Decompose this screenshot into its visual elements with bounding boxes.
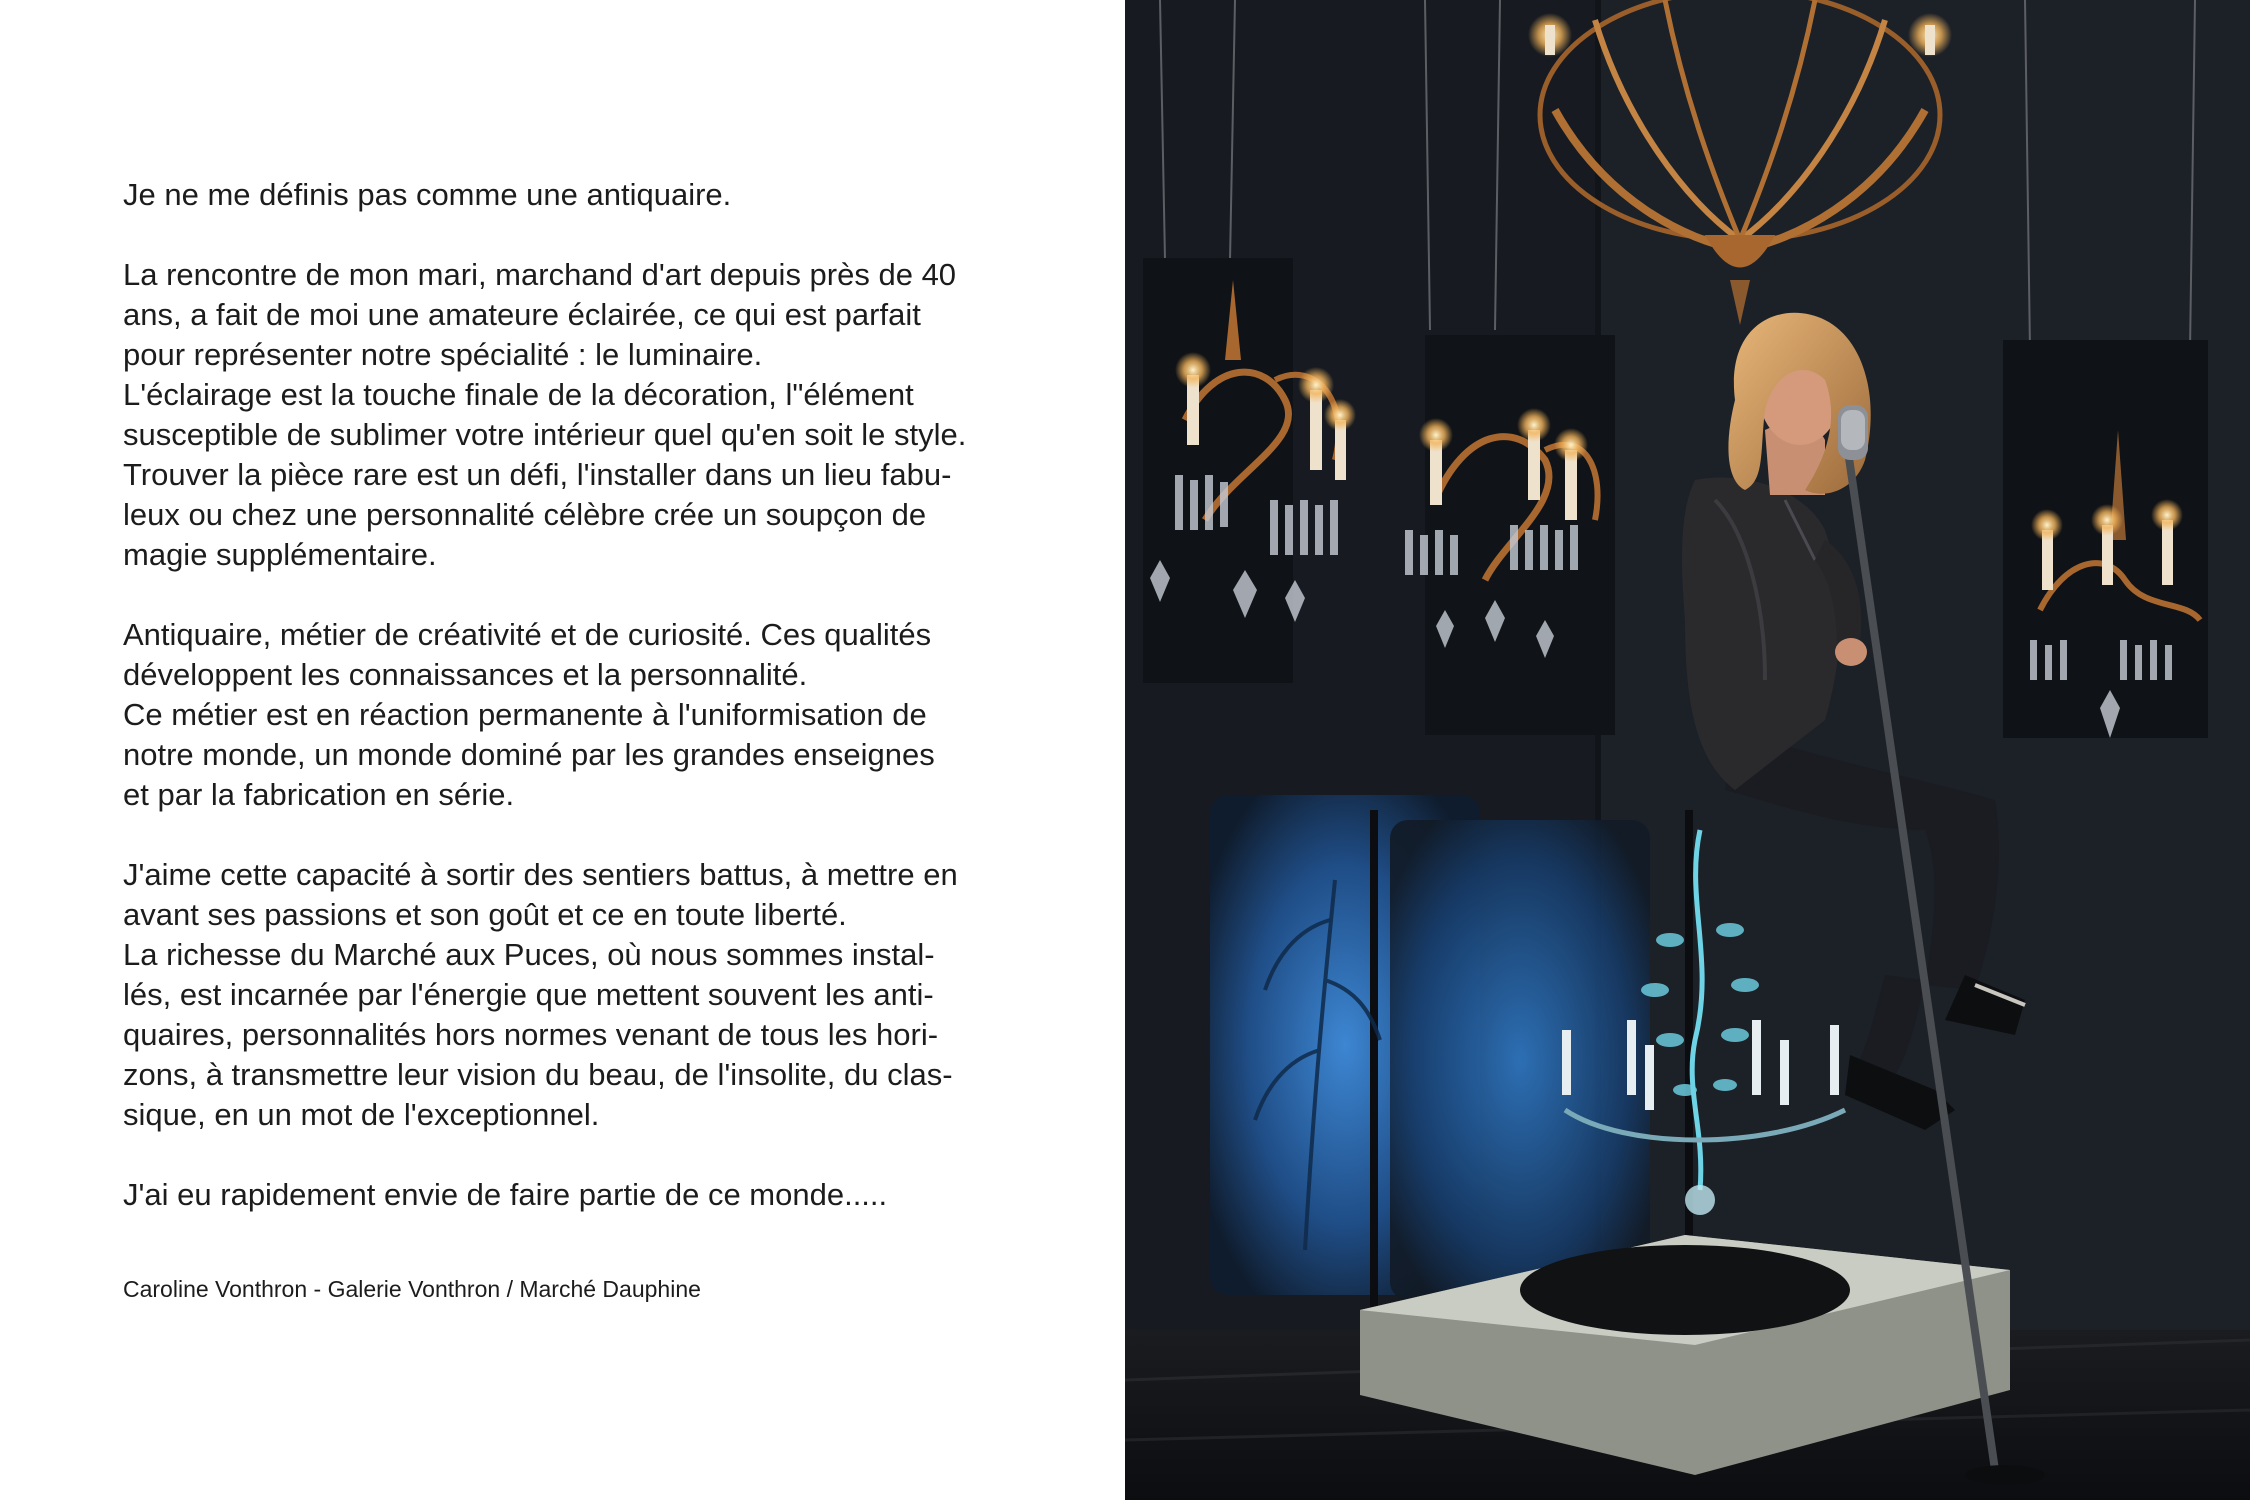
signature: Caroline Vonthron - Galerie Vonthron / Marché Dauphine [123,1276,701,1302]
paragraph-2: La rencontre de mon mari, marchand d'art depuis près de 40 ans, a fait de moi une amateure éclairée, ce qui est parfait pour représenter notre spécialité : le luminaire. L'éclairage est la touche finale de la décoration, l"élément susceptible de sublimer votre intérieur quel qu'en soit le style. Trouver la pièce rare est un défi, l'installer dans un lieu fabu- leux ou chez une personnalité célèbre crée un soupçon de magie supplémentaire. [123,257,967,572]
gallery-photo [1125,0,2250,1500]
paragraph-5: J'ai eu rapidement envie de faire partie de ce monde..... [123,1177,888,1212]
paragraph-3: Antiquaire, métier de créativité et de curiosité. Ces qualités développent les connaissances et la personnalité. Ce métier est en réaction permanente à l'uniformisation de notre monde, un monde dominé par les grandes enseignes et par la fabrication en série. [123,617,935,812]
sconce-panel-1 [1143,258,1293,683]
paragraph-4: J'aime cette capacité à sortir des sentiers battus, à mettre en avant ses passions et son goût et ce en toute liberté. La richesse du Marché aux Puces, où nous sommes instal- lés, est incarnée par l'énergie que mettent souvent les anti- quaires, personnalités hors normes venant de tous les hori- zons, à transmettre leur vision du beau, de l'insolite, du clas- sique, en un mot de l'exceptionnel. [123,857,958,1132]
body-text [123,175,1063,1260]
paragraph-1: Je ne me définis pas comme une antiquaire. [123,177,732,212]
